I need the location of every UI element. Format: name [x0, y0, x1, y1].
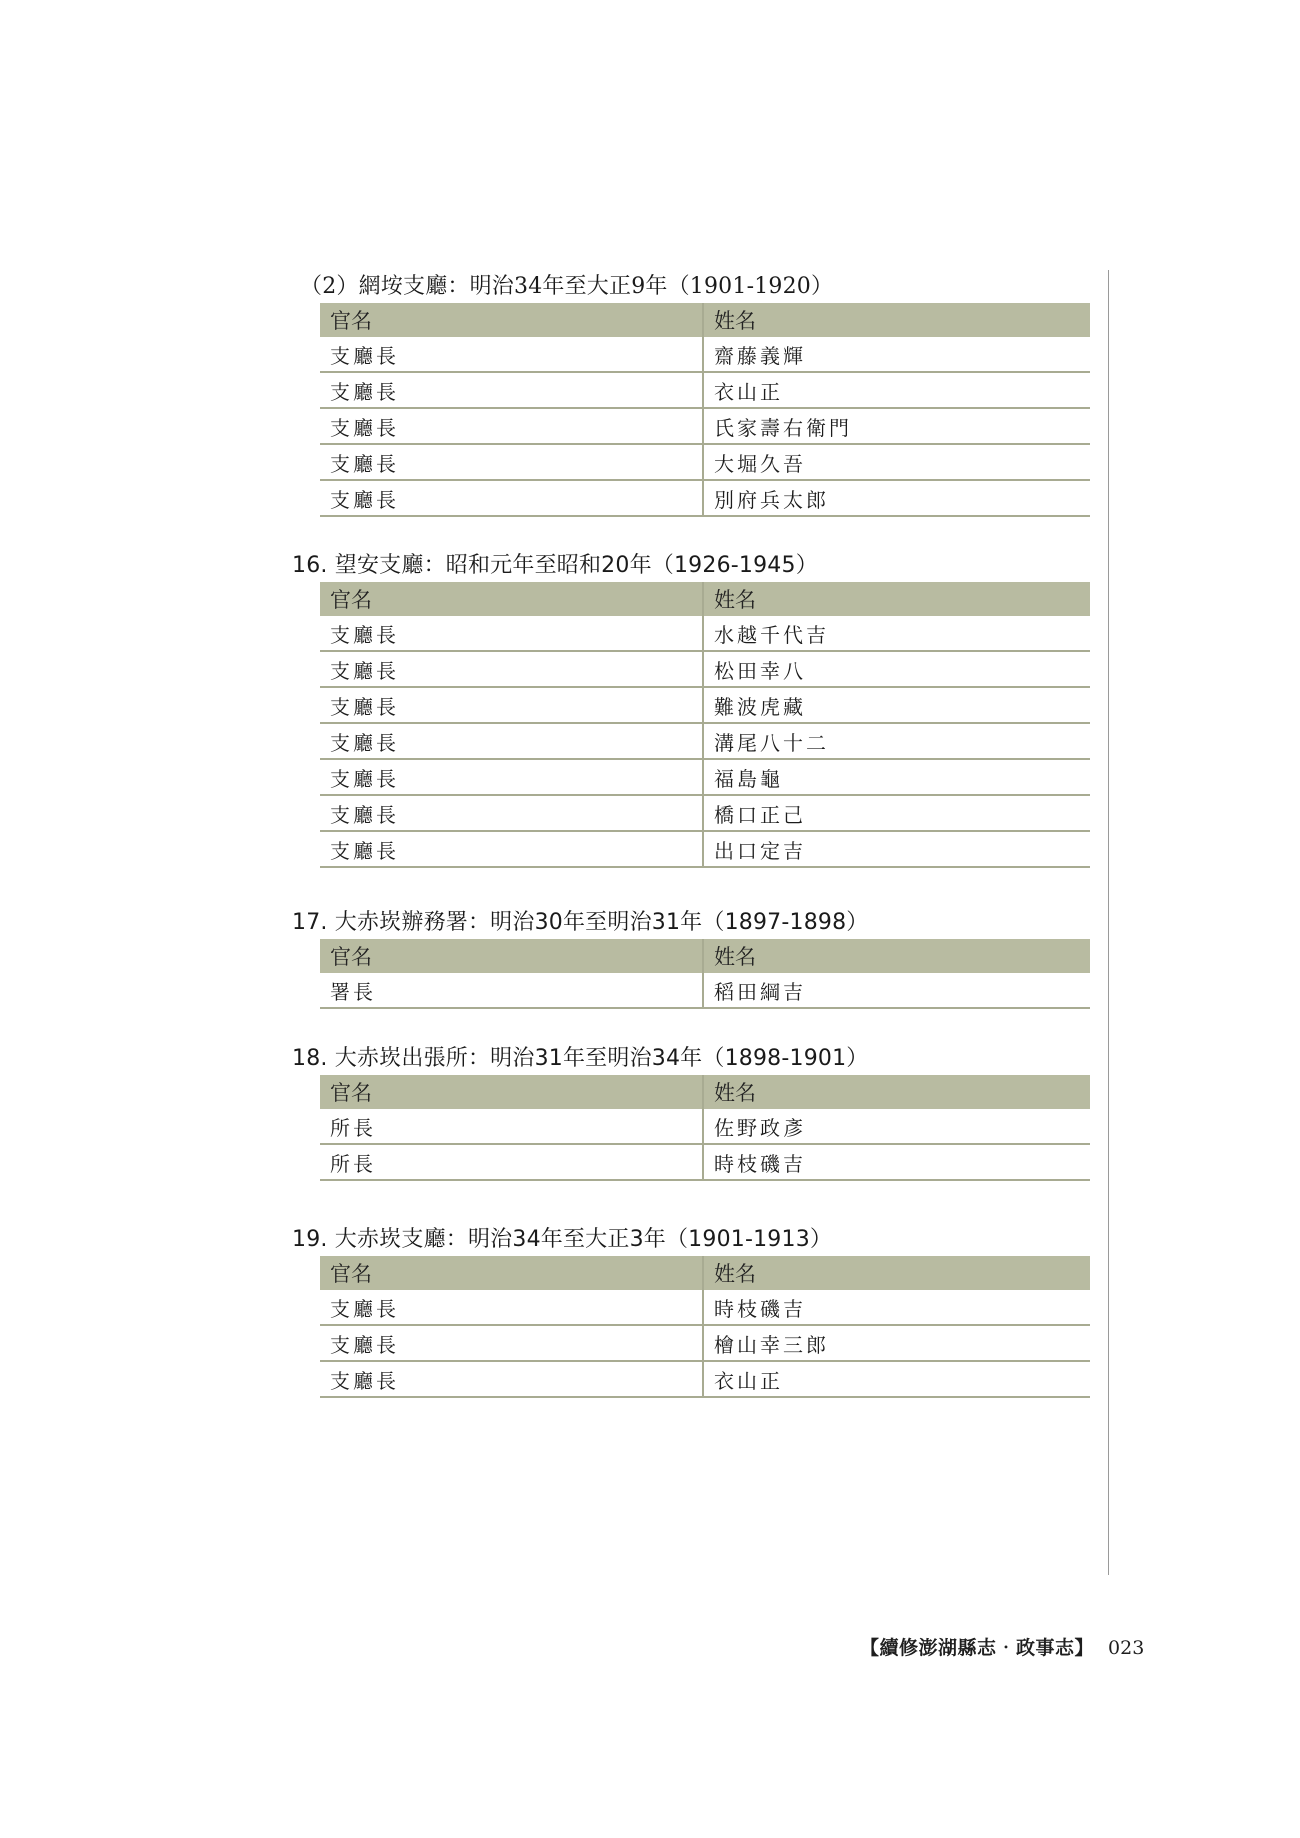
section-wang-an-subprefecture — [292, 550, 1092, 868]
table-header-row — [320, 939, 1090, 973]
table-row — [320, 723, 1090, 759]
title-column-header: 官名 — [320, 1256, 703, 1290]
official-title-cell: 支廳長 — [320, 1290, 703, 1325]
official-name-cell: 溝尾八十二 — [703, 723, 1090, 759]
table-header-row — [320, 1256, 1090, 1290]
official-title-cell: 支廳長 — [320, 616, 703, 651]
official-title-cell: 支廳長 — [320, 1361, 703, 1397]
table-row — [320, 372, 1090, 408]
table-row — [320, 973, 1090, 1008]
table-row — [320, 1290, 1090, 1325]
table-row — [320, 616, 1090, 651]
table-header-row — [320, 582, 1090, 616]
official-name-cell: 松田幸八 — [703, 651, 1090, 687]
official-title-cell: 所長 — [320, 1109, 703, 1144]
title-column-header: 官名 — [320, 939, 703, 973]
official-name-cell: 衣山正 — [703, 372, 1090, 408]
official-name-cell: 稻田綱吉 — [703, 973, 1090, 1008]
title-column-header: 官名 — [320, 1075, 703, 1109]
official-title-cell: 支廳長 — [320, 372, 703, 408]
official-name-cell: 時枝磯吉 — [703, 1290, 1090, 1325]
official-name-cell: 出口定吉 — [703, 831, 1090, 867]
table-row — [320, 1109, 1090, 1144]
official-name-cell: 大堀久吾 — [703, 444, 1090, 480]
official-title-cell: 所長 — [320, 1144, 703, 1180]
section-da-chi-kan-office — [292, 907, 1092, 1009]
officials-table — [320, 582, 1090, 868]
table-header-row — [320, 303, 1090, 337]
official-name-cell: 衣山正 — [703, 1361, 1090, 1397]
section-title: 19. 大赤崁支廳：明治34年至大正3年（1901-1913） — [292, 1227, 833, 1252]
official-name-cell: 別府兵太郎 — [703, 480, 1090, 516]
table-row — [320, 795, 1090, 831]
table-row — [320, 1144, 1090, 1180]
table-row — [320, 1325, 1090, 1361]
official-title-cell: 支廳長 — [320, 795, 703, 831]
table-row — [320, 480, 1090, 516]
official-name-cell: 難波虎藏 — [703, 687, 1090, 723]
official-title-cell: 支廳長 — [320, 1325, 703, 1361]
official-title-cell: 支廳長 — [320, 337, 703, 372]
book-title: 【續修澎湖縣志‧政事志】 — [860, 1637, 1095, 1659]
name-column-header: 姓名 — [703, 582, 1090, 616]
section-da-chi-kan-outpost — [292, 1043, 1092, 1181]
official-name-cell: 佐野政彥 — [703, 1109, 1090, 1144]
section-title: 17. 大赤崁辦務署：明治30年至明治31年（1897-1898） — [292, 910, 869, 935]
title-column-header: 官名 — [320, 582, 703, 616]
officials-table — [320, 1075, 1090, 1181]
name-column-header: 姓名 — [703, 303, 1090, 337]
official-name-cell: 橋口正己 — [703, 795, 1090, 831]
official-title-cell: 支廳長 — [320, 831, 703, 867]
section-title: （2）網垵支廳：明治34年至大正9年（1901-1920） — [300, 274, 834, 299]
table-header-row — [320, 1075, 1090, 1109]
official-title-cell: 署長 — [320, 973, 703, 1008]
table-row — [320, 687, 1090, 723]
margin-rule — [1108, 270, 1109, 1575]
official-title-cell: 支廳長 — [320, 723, 703, 759]
official-title-cell: 支廳長 — [320, 687, 703, 723]
official-name-cell: 氏家壽右衛門 — [703, 408, 1090, 444]
table-row — [320, 408, 1090, 444]
table-row — [320, 1361, 1090, 1397]
table-row — [320, 831, 1090, 867]
name-column-header: 姓名 — [703, 939, 1090, 973]
official-title-cell: 支廳長 — [320, 444, 703, 480]
officials-table — [320, 303, 1090, 517]
official-title-cell: 支廳長 — [320, 408, 703, 444]
name-column-header: 姓名 — [703, 1075, 1090, 1109]
table-row — [320, 444, 1090, 480]
section-da-chi-kan-branch — [292, 1224, 1092, 1398]
title-column-header: 官名 — [320, 303, 703, 337]
table-row — [320, 337, 1090, 372]
official-title-cell: 支廳長 — [320, 759, 703, 795]
official-title-cell: 支廳長 — [320, 651, 703, 687]
section-title: 16. 望安支廳：昭和元年至昭和20年（1926-1945） — [292, 553, 818, 578]
section-title: 18. 大赤崁出張所：明治31年至明治34年（1898-1901） — [292, 1046, 869, 1071]
table-row — [320, 759, 1090, 795]
officials-table — [320, 1256, 1090, 1398]
official-name-cell: 檜山幸三郎 — [703, 1325, 1090, 1361]
page-footer — [860, 1635, 1145, 1661]
table-row — [320, 651, 1090, 687]
official-name-cell: 時枝磯吉 — [703, 1144, 1090, 1180]
page-number: 023 — [1108, 1637, 1145, 1659]
officials-table — [320, 939, 1090, 1009]
official-title-cell: 支廳長 — [320, 480, 703, 516]
official-name-cell: 齋藤義輝 — [703, 337, 1090, 372]
section-wang-an-branch — [292, 271, 1092, 517]
name-column-header: 姓名 — [703, 1256, 1090, 1290]
official-name-cell: 水越千代吉 — [703, 616, 1090, 651]
official-name-cell: 福島龜 — [703, 759, 1090, 795]
